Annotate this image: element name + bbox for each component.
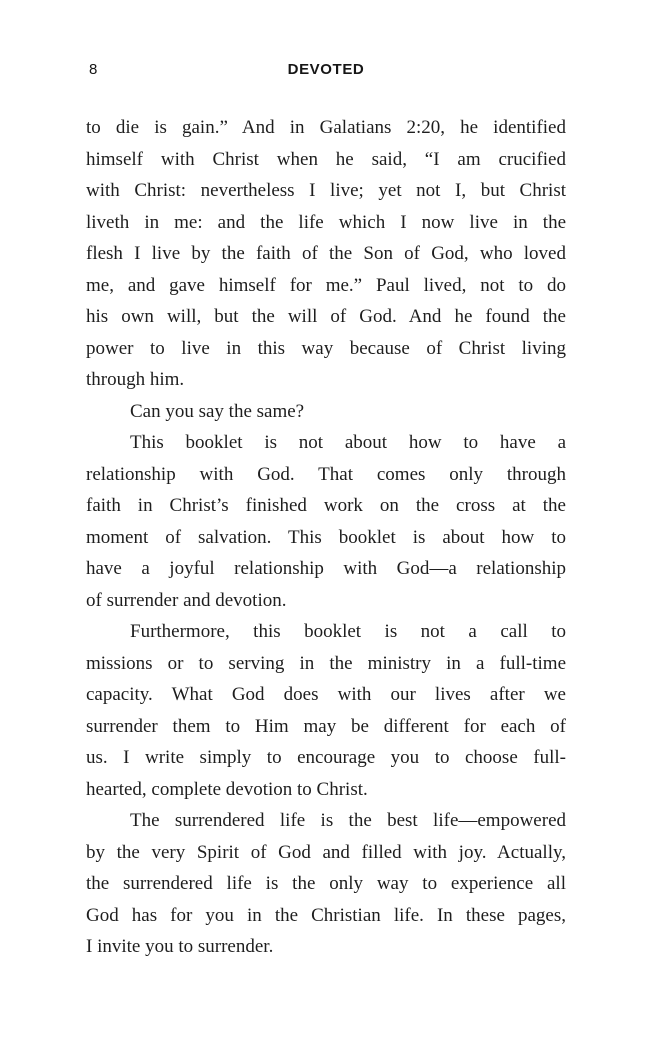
text-line: flesh I live by the faith of the Son of God, who loved [86,243,566,264]
text-line: liveth in me: and the life which I now live in the [86,211,566,233]
text-line: power to live in this way because of Christ living [86,337,566,359]
text-line: his own will, but the will of God. And he found the [86,306,566,327]
text-line: relationship with God. That comes only through [86,463,566,485]
text-line: hearted, complete devotion to Christ. [86,778,368,800]
text-line: Furthermore, this booklet is not a call to [130,621,566,642]
page-number: 8 [89,61,98,78]
text-line: surrender them to Him may be different for each of [86,715,566,737]
page-header [86,61,566,78]
text-line: I invite you to surrender. [86,936,274,957]
text-line: The surrendered life is the best life—empowered [130,810,566,831]
text-line: with Christ: nevertheless I live; yet not I, but Christ [86,180,566,201]
text-line: This booklet is not about how to have a [130,432,566,453]
text-line: Can you say the same? [130,400,305,422]
text-line: missions or to serving in the ministry in a full-time [86,652,566,674]
running-title: DEVOTED [287,61,365,78]
text-line: himself with Christ when he said, “I am crucified [86,148,566,170]
text-line: us. I write simply to encourage you to choose full- [86,747,566,768]
text-line: of surrender and devotion. [86,589,287,611]
body-text [86,112,566,963]
text-line: capacity. What God does with our lives after we [86,684,566,705]
text-line: God has for you in the Christian life. In these pages, [86,904,566,926]
text-line: me, and gave himself for me.” Paul lived, not to do [86,274,566,296]
text-line: by the very Spirit of God and filled with joy. Actually, [86,841,566,863]
text-line: the surrendered life is the only way to experience all [86,873,566,894]
text-line: faith in Christ’s finished work on the cross at the [86,495,566,516]
text-line: to die is gain.” And in Galatians 2:20, he identified [86,117,566,138]
text-line: moment of salvation. This booklet is about how to [86,526,566,548]
text-line: through him. [86,369,185,390]
text-line: have a joyful relationship with God—a relationship [86,558,566,579]
